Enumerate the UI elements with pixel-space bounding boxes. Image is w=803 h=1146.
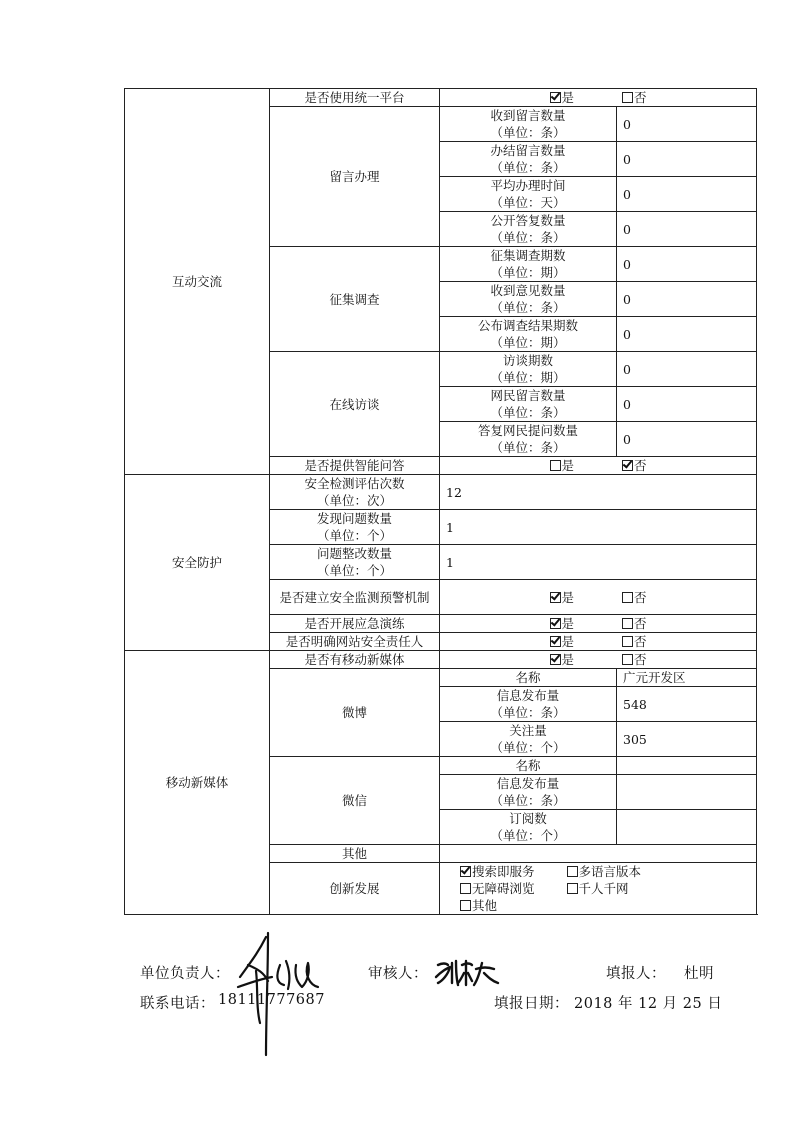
responsible-yes-checkbox[interactable] xyxy=(550,636,561,647)
weibo-name-value: 广元开发区 xyxy=(617,669,757,687)
metric-label: 信息发布量 （单位：条） xyxy=(440,775,617,810)
metric-value xyxy=(617,775,757,810)
metric-value: 1 xyxy=(440,545,757,580)
category-innovation: 创新发展 xyxy=(270,863,440,915)
drill-yes-checkbox[interactable] xyxy=(550,618,561,629)
has-media-options: 是 否 xyxy=(440,651,757,669)
smart-qa-yes-checkbox[interactable] xyxy=(550,460,561,471)
smart-qa-options: 是 否 xyxy=(440,457,757,475)
metric-label: 信息发布量 （单位：条） xyxy=(440,687,617,722)
unified-platform-no-checkbox[interactable] xyxy=(622,92,633,103)
smart-qa-label: 是否提供智能问答 xyxy=(270,457,440,475)
accessibility-checkbox[interactable] xyxy=(460,883,471,894)
metric-label: 发现问题数量 （单位：个） xyxy=(270,510,440,545)
metric-value: 0 xyxy=(617,212,757,247)
has-media-yes-checkbox[interactable] xyxy=(550,654,561,665)
unified-platform-row xyxy=(125,89,757,107)
group-interview: 在线访谈 xyxy=(270,352,440,457)
unified-platform-options: 是 否 xyxy=(440,89,757,107)
has-media-row xyxy=(125,651,757,669)
date-label: 填报日期： xyxy=(494,996,569,1012)
wechat-name-value xyxy=(617,757,757,775)
multilingual-checkbox[interactable] xyxy=(567,866,578,877)
phone-label: 联系电话： xyxy=(140,996,215,1012)
metric-label: 征集调查期数 （单位：期） xyxy=(440,247,617,282)
responsible-no-checkbox[interactable] xyxy=(622,636,633,647)
group-survey: 征集调查 xyxy=(270,247,440,352)
metric-label: 办结留言数量 （单位：条） xyxy=(440,142,617,177)
metric-value: 0 xyxy=(617,387,757,422)
metric-label: 公开答复数量 （单位：条） xyxy=(440,212,617,247)
table-row xyxy=(125,475,757,510)
metric-value: 0 xyxy=(617,422,757,457)
category-interaction: 互动交流 xyxy=(125,89,270,475)
metric-value: 0 xyxy=(617,107,757,142)
metric-label: 答复网民提问数量 （单位：条） xyxy=(440,422,617,457)
responsible-options: 是 否 xyxy=(440,633,757,651)
has-media-label: 是否有移动新媒体 xyxy=(270,651,440,669)
filler-name: 杜明 xyxy=(684,966,714,982)
metric-value: 0 xyxy=(617,352,757,387)
metric-label: 问题整改数量 （单位：个） xyxy=(270,545,440,580)
monitoring-yes-checkbox[interactable] xyxy=(550,592,561,603)
metric-value: 0 xyxy=(617,317,757,352)
metric-value xyxy=(617,810,757,845)
reviewer-label: 审核人： xyxy=(368,966,428,982)
metric-label: 收到留言数量 （单位：条） xyxy=(440,107,617,142)
unified-platform-label: 是否使用统一平台 xyxy=(270,89,440,107)
group-wechat: 微信 xyxy=(270,757,440,845)
other-media-label: 其他 xyxy=(270,845,440,863)
has-media-no-checkbox[interactable] xyxy=(622,654,633,665)
unit-head-signature xyxy=(228,925,328,1060)
unit-head-label: 单位负责人： xyxy=(140,966,230,982)
metric-label: 公布调查结果期数 （单位：期） xyxy=(440,317,617,352)
metric-value: 1 xyxy=(440,510,757,545)
innovation-options: 搜索即服务 多语言版本 无障碍浏览 千人千网 其他 xyxy=(440,863,757,915)
metric-value: 0 xyxy=(617,142,757,177)
metric-value: 0 xyxy=(617,282,757,317)
group-weibo: 微博 xyxy=(270,669,440,757)
report-table xyxy=(124,88,757,915)
metric-label: 关注量 （单位：个） xyxy=(440,722,617,757)
monitoring-label: 是否建立安全监测预警机制 xyxy=(270,580,440,615)
smart-qa-no-checkbox[interactable] xyxy=(622,460,633,471)
metric-label: 平均办理时间 （单位：天） xyxy=(440,177,617,212)
drill-label: 是否开展应急演练 xyxy=(270,615,440,633)
metric-label: 访谈期数 （单位：期） xyxy=(440,352,617,387)
wechat-name-label: 名称 xyxy=(440,757,617,775)
monitoring-options: 是 否 xyxy=(440,580,757,615)
metric-value: 0 xyxy=(617,247,757,282)
monitoring-no-checkbox[interactable] xyxy=(622,592,633,603)
drill-options: 是 否 xyxy=(440,615,757,633)
group-messages: 留言办理 xyxy=(270,107,440,247)
phone-value: 18111777687 xyxy=(218,992,325,1008)
category-security: 安全防护 xyxy=(125,475,270,651)
search-service-checkbox[interactable] xyxy=(460,866,471,877)
reviewer-signature xyxy=(432,955,502,989)
other-media-value xyxy=(440,845,757,863)
metric-value: 305 xyxy=(617,722,757,757)
responsible-label: 是否明确网站安全责任人 xyxy=(270,633,440,651)
weibo-name-label: 名称 xyxy=(440,669,617,687)
drill-no-checkbox[interactable] xyxy=(622,618,633,629)
metric-label: 订阅数 （单位：个） xyxy=(440,810,617,845)
metric-value: 12 xyxy=(440,475,757,510)
innovation-other-checkbox[interactable] xyxy=(460,900,471,911)
category-media: 移动新媒体 xyxy=(125,651,270,915)
metric-label: 安全检测评估次数 （单位：次） xyxy=(270,475,440,510)
metric-value: 0 xyxy=(617,177,757,212)
filler-label: 填报人： xyxy=(606,966,666,982)
metric-label: 网民留言数量 （单位：条） xyxy=(440,387,617,422)
metric-value: 548 xyxy=(617,687,757,722)
date-value: 2018 年 12 月 25 日 xyxy=(574,996,723,1012)
personalization-checkbox[interactable] xyxy=(567,883,578,894)
unified-platform-yes-checkbox[interactable] xyxy=(550,92,561,103)
metric-label: 收到意见数量 （单位：条） xyxy=(440,282,617,317)
